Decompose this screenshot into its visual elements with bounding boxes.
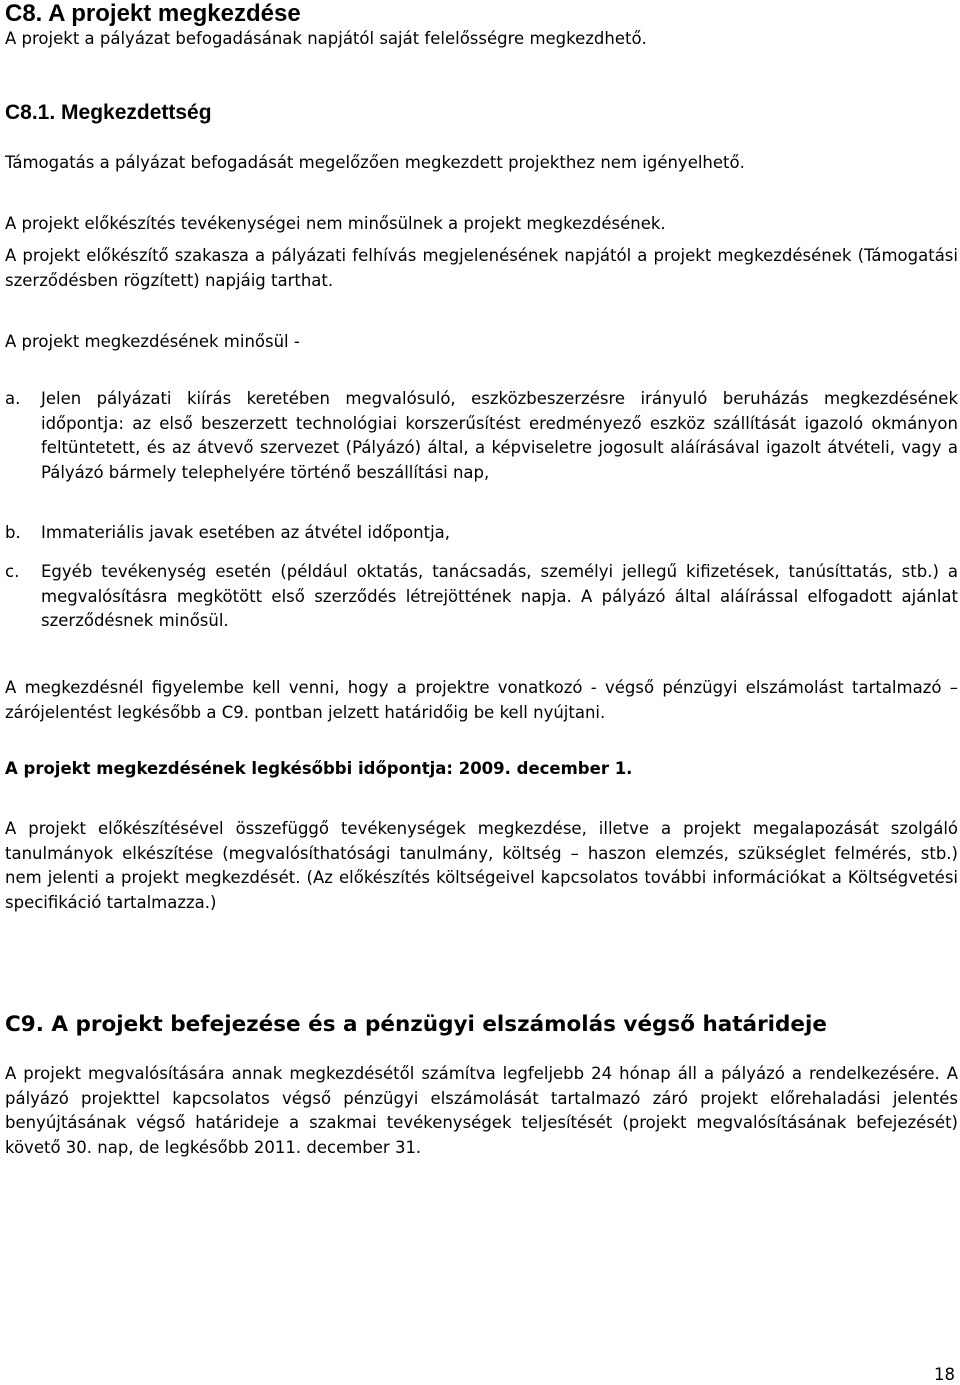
list-text: Jelen pályázati kiírás keretében megvalósuló, eszközbeszerzésre irányuló beruházás megkezdésének időpontja: az első beszerzett technológiai korszerűsítést eredményező eszköz szállítását igazoló okmányon feltüntetett, és az átvevő szervezet (Pályázó) által, a képviseletre jogosult aláírásával igazolt átvételi, vagy a Pályázó bármely telephelyére történő beszállítási nap,: [41, 389, 958, 482]
c81-deadline: A projekt megkezdésének legkésőbbi időpontja: 2009. december 1.: [5, 759, 633, 778]
c81-paragraph-5: A megkezdésnél figyelembe kell venni, hogy a projektre vonatkozó - végső pénzügyi elszámolást tartalmazó – zárójelentést legkésőbb a C9. pontban jelzett határidőig be kell nyújtani.: [5, 678, 958, 722]
section-c81-heading: C8.1. Megkezdettség: [5, 101, 212, 124]
c81-paragraph-4: A projekt megkezdésének minősül -: [5, 332, 300, 351]
list-marker: a.: [5, 389, 21, 408]
c81-paragraph-6: A projekt előkészítésével összefüggő tevékenységek megkezdése, illetve a projekt megalapozását szolgáló tanulmányok elkészítése (megvalósíthatósági tanulmány, költség – haszon elemzés, szükséglet felmérés, stb.) nem jelenti a projekt megkezdését. (Az előkészítés költségeivel kapcsolatos további információkat a Költségvetési specifikáció tartalmazza.): [5, 819, 958, 912]
section-c9-heading: C9. A projekt befejezése és a pénzügyi elszámolás végső határideje: [5, 1012, 827, 1037]
c9-paragraph-1: A projekt megvalósítására annak megkezdésétől számítva legfeljebb 24 hónap áll a pályázó a rendelkezésére. A pályázó projekttel kapcsolatos végső pénzügyi elszámolását tartalmazó záró projekt előrehaladási jelentés benyújtásának végső határideje a szakmai tevékenységek teljesítését (projekt megvalósításának befejezését) követő 30. nap, de legkésőbb 2011. december 31.: [5, 1064, 958, 1157]
page-number: 18: [934, 1365, 955, 1384]
c81-paragraph-3: A projekt előkészítő szakasza a pályázati felhívás megjelenésének napjától a projekt megkezdésének (Támogatási szerződésben rögzített) napjáig tarthat.: [5, 246, 958, 290]
list-marker: c.: [5, 562, 20, 581]
c8-intro-paragraph: A projekt a pályázat befogadásának napjától saját felelősségre megkezdhető.: [5, 29, 647, 48]
section-c8-heading: C8. A projekt megkezdése: [5, 0, 301, 27]
c81-paragraph-1: Támogatás a pályázat befogadását megelőzően megkezdett projekthez nem igényelhető.: [5, 153, 745, 172]
list-text: Immateriális javak esetében az átvétel időpontja,: [41, 523, 451, 542]
list-marker: b.: [5, 523, 21, 542]
c81-paragraph-2: A projekt előkészítés tevékenységei nem minősülnek a projekt megkezdésének.: [5, 214, 666, 233]
list-text: Egyéb tevékenység esetén (például oktatás, tanácsadás, személyi jellegű kifizetések, tanúsíttatás, stb.) a megvalósításra megkötött első szerződés létrejöttének napja. A pályázó által aláírással elfogadott ajánlat szerződésnek minősül.: [41, 562, 958, 630]
